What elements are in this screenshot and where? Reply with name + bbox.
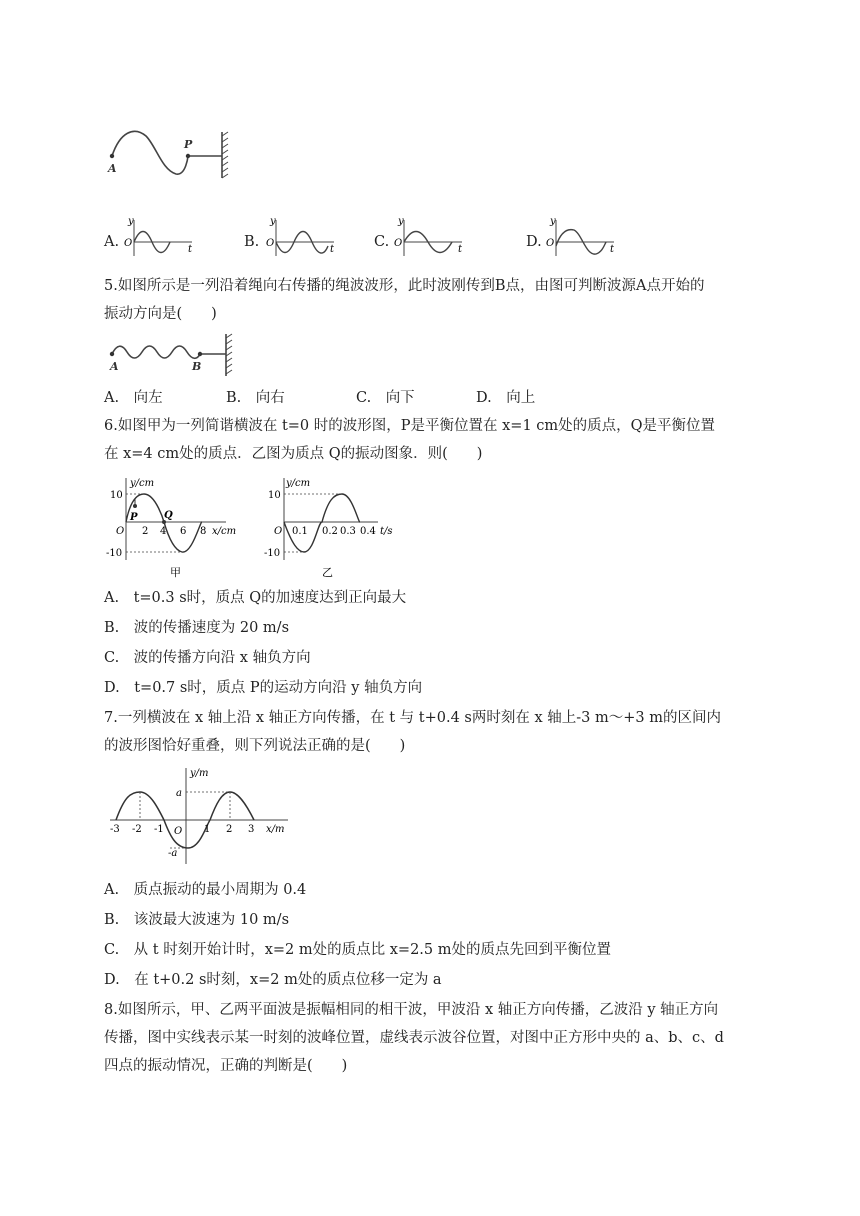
- q7-wave-figure: [104, 764, 304, 868]
- q4a-o: O: [124, 238, 133, 249]
- q5-option-a: A. 向左: [104, 390, 163, 406]
- q6-stem-line1: 6.如图甲为一列简谐横波在 t=0 时的波形图，P是平衡位置在 x=1 cm处的质点，Q是平衡位置: [104, 418, 716, 434]
- jia-caption: 甲: [170, 566, 181, 579]
- q5-stem-line1: 5.如图所示是一列沿着绳向右传播的绳波波形，此时波刚传到B点，由图可判断波源A点开始的: [104, 278, 705, 294]
- q4b-o: O: [266, 238, 275, 249]
- jia-y-top: 10: [110, 490, 123, 501]
- jia-y-bot: -10: [106, 548, 123, 559]
- q4-label-a: A: [108, 162, 117, 175]
- yi-y-top: 10: [268, 490, 281, 501]
- jia-ylabel: y/cm: [130, 478, 155, 489]
- q5-option-b: B. 向右: [226, 390, 285, 406]
- q8-stem-line3: 四点的振动情况，正确的判断是( ): [104, 1058, 348, 1074]
- q7-origin: O: [174, 826, 183, 837]
- q4-option-c-label: C.: [374, 234, 390, 250]
- yi-xlabel: t/s: [380, 526, 393, 537]
- q4d-t: t: [610, 244, 615, 255]
- q7-option-b: B. 该波最大波速为 10 m/s: [104, 912, 290, 928]
- q6-option-d: D. t=0.7 s时，质点 P的运动方向沿 y 轴负方向: [104, 680, 423, 696]
- q7-a-bot: -a: [168, 848, 178, 859]
- q7-option-c: C. 从 t 时刻开始计时，x=2 m处的质点比 x=2.5 m处的质点先回到平衡位置: [104, 942, 611, 958]
- yi-tick-04: 0.4: [360, 526, 376, 537]
- jia-tick-4: 4: [160, 526, 167, 537]
- q7-option-a: A. 质点振动的最小周期为 0.4: [104, 882, 307, 898]
- q5-label-b: B: [192, 360, 202, 373]
- q4-option-a-label: A.: [104, 234, 120, 250]
- q4-label-p: P: [184, 138, 193, 151]
- jia-p: P: [130, 512, 138, 523]
- yi-ylabel: y/cm: [286, 478, 311, 489]
- yi-caption: 乙: [322, 566, 333, 579]
- yi-y-bot: -10: [264, 548, 281, 559]
- q7-ylabel: y/m: [190, 768, 209, 779]
- q6-figure-jia: [108, 474, 258, 582]
- q4-option-c-graph: [390, 216, 470, 260]
- q4-option-b-label: B.: [244, 234, 260, 250]
- q6-option-b: B. 波的传播速度为 20 m/s: [104, 620, 290, 636]
- q4c-t: t: [458, 244, 463, 255]
- q4c-o: O: [394, 238, 403, 249]
- yi-tick-01: 0.1: [292, 526, 308, 537]
- q7-stem-line2: 的波形图恰好重叠，则下列说法正确的是( ): [104, 738, 406, 754]
- q5-rope-figure: [104, 332, 244, 380]
- q7-tick-3: 3: [248, 824, 255, 835]
- q7-stem-line1: 7.一列横波在 x 轴上沿 x 轴正方向传播，在 t 与 t+0.4 s两时刻在 x 轴上-3 m～+3 m的区间内: [104, 710, 721, 726]
- q7-tick-m2: -2: [132, 824, 142, 835]
- q4-option-d-graph: [542, 216, 622, 260]
- jia-tick-6: 6: [180, 526, 187, 537]
- q4b-t: t: [330, 244, 335, 255]
- q7-option-d: D. 在 t+0.2 s时刻，x=2 m处的质点位移一定为 a: [104, 972, 442, 988]
- q6-option-c: C. 波的传播方向沿 x 轴负方向: [104, 650, 311, 666]
- q7-a-top: a: [176, 788, 182, 799]
- q4c-y: y: [398, 216, 404, 227]
- q5-label-a: A: [110, 360, 119, 373]
- jia-xlabel: x/cm: [212, 526, 237, 537]
- yi-tick-03: 0.3: [340, 526, 356, 537]
- q7-tick-1: 1: [204, 824, 211, 835]
- q8-stem-line2: 传播，图中实线表示某一时刻的波峰位置，虚线表示波谷位置，对图中正方形中央的 a、b、c、d: [104, 1030, 724, 1046]
- q5-option-d: D. 向上: [476, 390, 536, 406]
- q5-option-c: C. 向下: [356, 390, 415, 406]
- q7-tick-m1: -1: [154, 824, 164, 835]
- q4b-y: y: [270, 216, 276, 227]
- q6-stem-line2: 在 x=4 cm处的质点．乙图为质点 Q的振动图象．则( ): [104, 446, 483, 462]
- q7-tick-m3: -3: [110, 824, 120, 835]
- q4-option-d-label: D.: [526, 234, 542, 250]
- yi-origin: O: [274, 526, 283, 537]
- q6-figure-yi: [266, 474, 406, 582]
- q4-option-a-graph: [120, 216, 200, 260]
- q6-option-a: A. t=0.3 s时，质点 Q的加速度达到正向最大: [104, 590, 407, 606]
- jia-q: Q: [164, 510, 173, 521]
- q4-rope-figure: [104, 126, 244, 182]
- jia-tick-8: 8: [200, 526, 207, 537]
- q4-option-b-graph: [262, 216, 342, 260]
- q5-stem-line2: 振动方向是( ): [104, 306, 217, 322]
- yi-tick-02: 0.2: [322, 526, 338, 537]
- q7-tick-2: 2: [226, 824, 233, 835]
- q4d-o: O: [546, 238, 555, 249]
- q4d-y: y: [550, 216, 556, 227]
- q4a-t: t: [188, 244, 193, 255]
- jia-tick-2: 2: [142, 526, 149, 537]
- q8-stem-line1: 8.如图所示，甲、乙两平面波是振幅相同的相干波，甲波沿 x 轴正方向传播，乙波沿 y 轴正方向: [104, 1002, 719, 1018]
- jia-origin: O: [116, 526, 125, 537]
- q4a-y: y: [128, 216, 134, 227]
- q7-xlabel: x/m: [266, 824, 285, 835]
